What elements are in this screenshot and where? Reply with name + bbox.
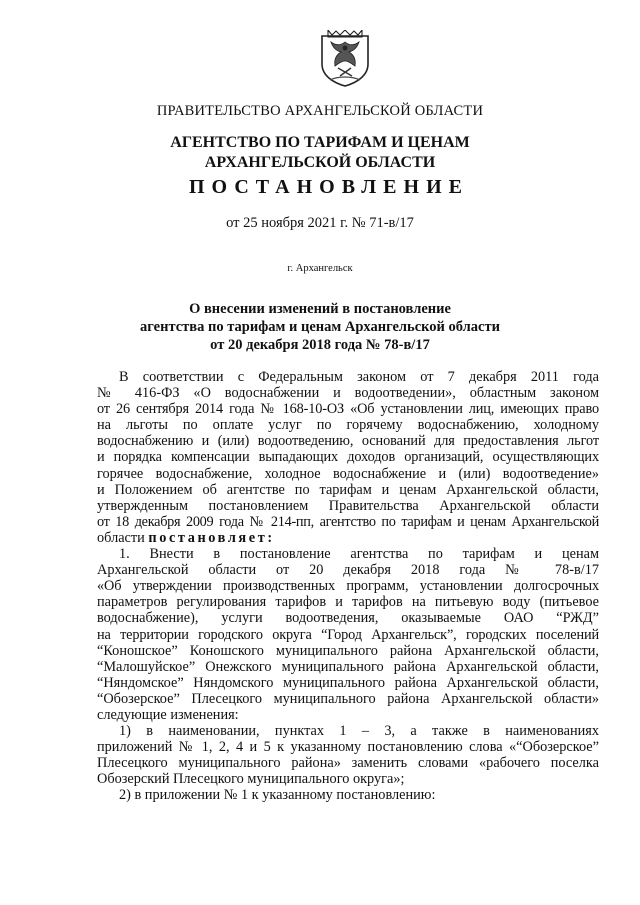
body-line: параметров регулирования тарифов и тарифов на питьевую воду (питьевое <box>97 594 599 611</box>
body-line: Плесецкого муниципального района» заменить словами «рабочего поселка <box>97 755 599 772</box>
subject-line-2: агентства по тарифам и ценам Архангельской области <box>140 319 500 335</box>
document-city: г. Архангельск <box>287 263 353 274</box>
body-line: № 416-ФЗ «О водоснабжении и водоотведении», областным законом <box>97 385 599 402</box>
body-line: и Положением об агентстве по тарифам и ценам Архангельской области, <box>97 481 599 498</box>
body-line: и порядка компенсации выпадающих доходов организаций, осуществляющих <box>97 449 599 466</box>
body-line: горячее водоснабжение, холодное водоснабжение и (или) водоотведение» <box>97 465 599 482</box>
body-line: приложений № 1, 2, 4 и 5 к указанному постановлению слова «“Обозерское” <box>97 739 599 756</box>
body-line: на территории городского округа “Город Архангельск”, городских поселений <box>97 626 599 643</box>
body-line: В соответствии с Федеральным законом от 7 декабря 2011 года <box>119 369 599 385</box>
body-line: утвержденным постановлением Правительства Архангельской области <box>97 497 599 514</box>
subject-line-3: от 20 декабря 2018 года № 78-в/17 <box>210 337 430 353</box>
body-line: «Об утверждении производственных программ, установлении долгосрочных <box>97 578 599 595</box>
body-line: от 18 декабря 2009 года № 214-пп, агентство по тарифам и ценам Архангельской <box>97 513 599 530</box>
body-line: “Няндомское” Няндомского муниципального района Архангельской области, <box>97 674 599 691</box>
body-line: “Коношское” Коношского муниципального района Архангельской области, <box>97 642 599 659</box>
body-line: 2) в приложении № 1 к указанному постановлению: <box>119 787 436 804</box>
agency-name-line-2: АРХАНГЕЛЬСКОЙ ОБЛАСТИ <box>204 154 436 171</box>
coat-of-arms-emblem <box>318 30 372 88</box>
body-line: “Малошуйское” Онежского муниципального района Архангельской области, <box>97 658 599 675</box>
body-line: водоснабжению и (или) водоотведению, оснований для предоставления льгот <box>97 433 599 450</box>
document-date-number: от 25 ноября 2021 г. № 71-в/17 <box>226 215 414 231</box>
body-line: “Обозерское” Плесецкого муниципального района Архангельской области» <box>97 690 599 707</box>
agency-name-line-1: АГЕНТСТВО ПО ТАРИФАМ И ЦЕНАМ <box>170 134 470 151</box>
subject-line-1: О внесении изменений в постановление <box>189 301 451 317</box>
body-line: 1. Внести в постановление агентства по тарифам и ценам <box>119 546 599 563</box>
resolves-word: постановляет: <box>148 529 275 546</box>
government-name: ПРАВИТЕЛЬСТВО АРХАНГЕЛЬСКОЙ ОБЛАСТИ <box>156 103 484 119</box>
body-line: следующие изменения: <box>97 706 239 723</box>
body-line: Обозерский Плесецкого муниципального округа»; <box>97 771 405 788</box>
agency-name <box>0 133 640 173</box>
body-line: от 26 сентября 2014 года № 168-10-ОЗ «Об установлении лиц, имеющих право <box>97 401 599 418</box>
body-line: водоснабжение), услуги водоотведения, оказываемые ОАО “РЖД” <box>97 610 599 627</box>
body-line: Архангельской области от 20 декабря 2018 года № 78-в/17 <box>97 562 599 579</box>
document-type-title: ПОСТАНОВЛЕНИЕ <box>189 176 469 198</box>
body-line <box>97 530 599 546</box>
body-line: на льготы по оплате услуг по горячему водоснабжению, холодному <box>97 417 599 434</box>
body-text: области <box>97 529 145 546</box>
document-subject <box>0 300 640 354</box>
document-body <box>97 369 599 804</box>
body-line: 1) в наименовании, пунктах 1 – 3, а также в наименованиях <box>119 723 599 740</box>
